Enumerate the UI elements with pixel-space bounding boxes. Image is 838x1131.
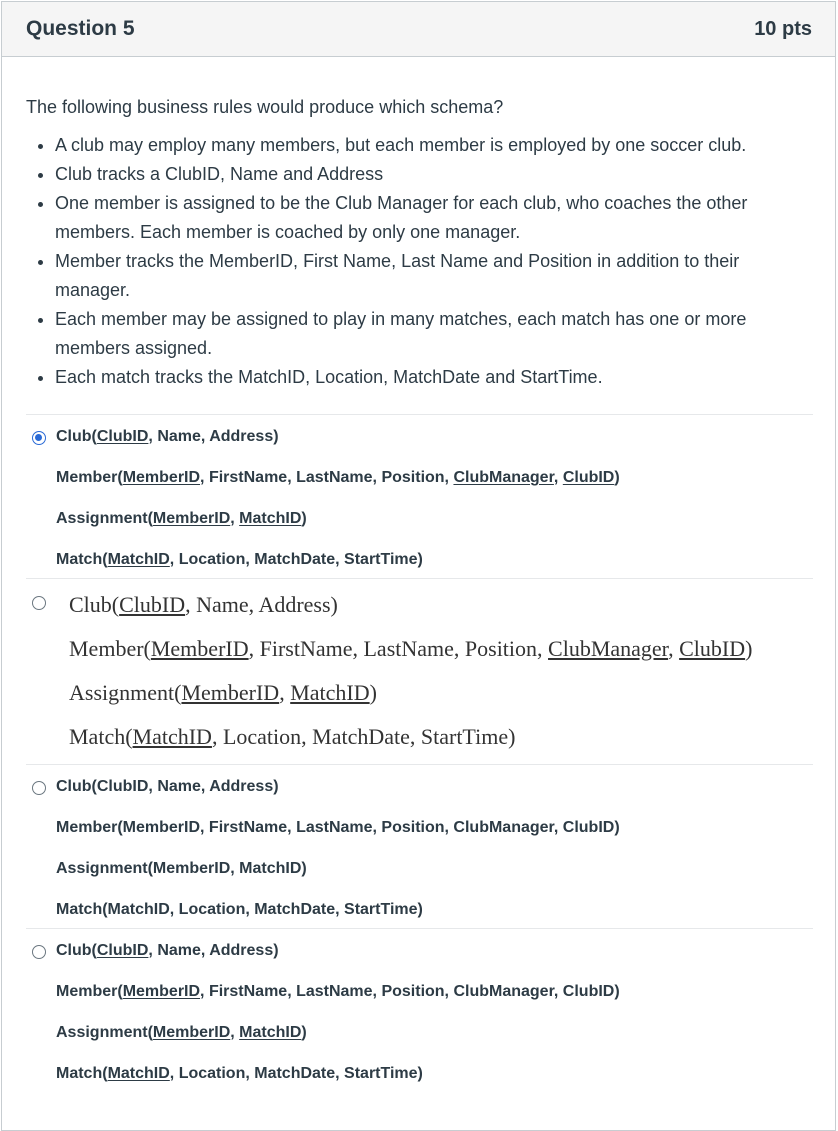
key-attribute: ClubID: [96, 428, 149, 445]
rule-item: • Each member may be assigned to play in many matches, each match has one or more members assigned.: [55, 305, 813, 363]
key-attribute: MatchID: [290, 680, 370, 705]
schema-text: ,: [553, 469, 563, 486]
schema-text: ): [301, 510, 307, 527]
key-attribute: MatchID: [132, 724, 212, 749]
schema-text: Match(: [56, 1065, 108, 1082]
key-attribute: MatchID: [107, 1065, 170, 1082]
schema-line: [56, 428, 279, 446]
rule-item: • Club tracks a ClubID, Name and Address: [55, 160, 813, 189]
key-attribute: MemberID: [122, 983, 201, 1000]
question-card: [1, 1, 836, 1131]
key-attribute: ClubID: [119, 592, 186, 617]
schema-line: [56, 1024, 307, 1042]
schema-text: , Name, Address): [185, 592, 338, 617]
schema-text: ,: [230, 510, 240, 527]
schema-text: Assignment(: [69, 680, 182, 705]
schema-text: Member(: [56, 983, 123, 1000]
schema-text: Member(: [69, 636, 151, 661]
key-attribute: MatchID: [107, 551, 170, 568]
answer-radio[interactable]: [32, 596, 46, 610]
key-attribute: MemberID: [152, 510, 231, 527]
schema-text: , Location, MatchDate, StartTime): [211, 724, 516, 749]
answer-radio[interactable]: [32, 781, 46, 795]
rule-item: • One member is assigned to be the Club Manager for each club, who coaches the other members. Each member is coached by only one manager.: [55, 189, 813, 247]
schema-text: Club(: [69, 592, 120, 617]
key-attribute: MemberID: [152, 1024, 231, 1041]
question-prompt: The following business rules would produce which schema?: [26, 97, 504, 117]
schema-line: [56, 983, 620, 1001]
schema-text: Match(MatchID, Location, MatchDate, StartTime): [56, 901, 423, 918]
key-attribute: MemberID: [122, 469, 201, 486]
schema-text: ,: [230, 1024, 240, 1041]
schema-line: [56, 901, 423, 919]
schema-text: Club(: [56, 428, 97, 445]
schema-line: [56, 860, 307, 878]
key-attribute: ClubID: [96, 942, 149, 959]
answer-option-3[interactable]: [26, 764, 813, 928]
key-attribute: MemberID: [150, 636, 249, 661]
schema-line: [69, 680, 377, 706]
answer-option-2[interactable]: [26, 578, 813, 764]
key-attribute: ClubManager: [548, 636, 669, 661]
answer-list: [26, 414, 813, 1092]
schema-text: , Location, MatchDate, StartTime): [169, 1065, 423, 1082]
schema-line: [56, 1065, 423, 1083]
schema-text: , FirstName, LastName, Position,: [248, 636, 549, 661]
schema-text: , Name, Address): [148, 942, 279, 959]
key-attribute: ClubID: [679, 636, 746, 661]
schema-text: Match(: [56, 551, 108, 568]
key-attribute: MemberID: [181, 680, 280, 705]
key-attribute: ClubID: [562, 469, 615, 486]
rule-item: • Each match tracks the MatchID, Location, MatchDate and StartTime.: [55, 363, 813, 392]
question-points: 10 pts: [754, 17, 812, 40]
schema-text: Assignment(MemberID, MatchID): [56, 860, 307, 877]
schema-text: Match(: [69, 724, 133, 749]
schema-text: Member(MemberID, FirstName, LastName, Position, ClubManager, ClubID): [56, 819, 620, 836]
business-rules-list: [26, 131, 813, 392]
schema-text: ,: [668, 636, 680, 661]
question-header: [2, 2, 835, 57]
schema-line: [56, 942, 279, 960]
answer-option-4[interactable]: [26, 928, 813, 1092]
schema-text: Assignment(: [56, 1024, 153, 1041]
question-body: [2, 95, 835, 1092]
question-title: Question 5: [26, 17, 135, 40]
schema-text: , FirstName, LastName, Position, ClubManager, ClubID): [200, 983, 620, 1000]
schema-text: Club(: [56, 942, 97, 959]
key-attribute: MatchID: [239, 510, 302, 527]
answer-radio[interactable]: [32, 945, 46, 959]
schema-line: [56, 510, 307, 528]
schema-text: ): [369, 680, 377, 705]
schema-text: ): [745, 636, 753, 661]
schema-text: ,: [279, 680, 291, 705]
schema-line: [69, 636, 752, 662]
schema-text: Member(: [56, 469, 123, 486]
rule-item: • A club may employ many members, but each member is employed by one soccer club.: [55, 131, 813, 160]
schema-line: [69, 592, 338, 618]
schema-line: [56, 469, 620, 487]
schema-line: [56, 819, 620, 837]
answer-option-1[interactable]: [26, 414, 813, 578]
schema-text: ): [301, 1024, 307, 1041]
schema-line: [56, 551, 423, 569]
schema-text: ): [614, 469, 620, 486]
schema-text: , Location, MatchDate, StartTime): [169, 551, 423, 568]
schema-line: [69, 724, 515, 750]
key-attribute: ClubManager: [453, 469, 554, 486]
schema-text: Assignment(: [56, 510, 153, 527]
key-attribute: MatchID: [239, 1024, 302, 1041]
schema-text: Club(ClubID, Name, Address): [56, 778, 279, 795]
rule-item: • Member tracks the MemberID, First Name, Last Name and Position in addition to their manager.: [55, 247, 813, 305]
schema-text: , Name, Address): [148, 428, 279, 445]
schema-line: [56, 778, 279, 796]
answer-radio[interactable]: [32, 431, 46, 445]
schema-text: , FirstName, LastName, Position,: [200, 469, 454, 486]
